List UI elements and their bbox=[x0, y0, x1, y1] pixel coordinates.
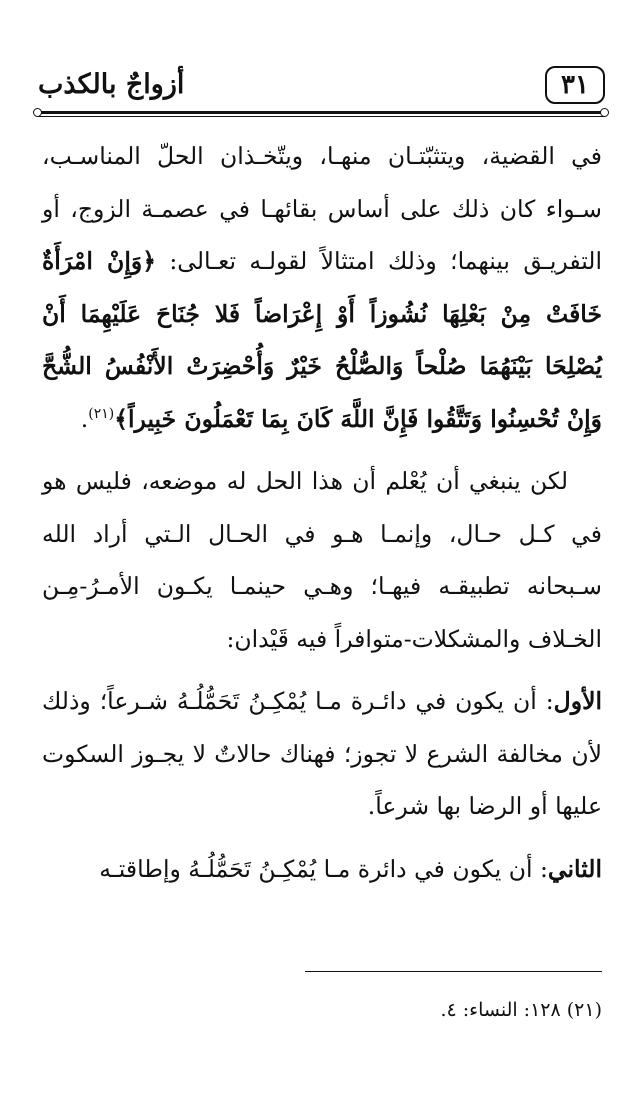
page-number: ٣١ bbox=[561, 70, 589, 100]
footnote: (٢١) ١٢٨: النساء: ٤. bbox=[440, 999, 602, 1021]
main-text bbox=[42, 130, 602, 895]
condition-first-text: : أن يكون في دائـرة مـا يُمْكِـنُ تَحَمُّلُـهُ شـرعاً؛ وذلك لأن مخالفة الشرع لا تجوز؛ فهناك حالاتٌ لا يجـوز السكوت عليها أو الرضا بها شرعاً. bbox=[42, 687, 602, 820]
condition-second-label: الثاني bbox=[547, 854, 602, 883]
running-title: أزواجٌ بالكذب bbox=[38, 69, 185, 100]
paragraph-1 bbox=[42, 130, 602, 445]
paragraph-2: لكن ينبغي أن يُعْلم أن هذا الحل له موضعه، فليس هو في كـل حـال، وإنمـا هـو في الحـال الـتي أراد الله سـبحانه تطبيقـه فيهـا؛ وهـي حينمـا يكـون الأمـرُ-مِـن الخـلاف والمشكلات-متوافراً فيه قَيْدان: bbox=[42, 467, 602, 653]
page-number-frame bbox=[545, 66, 605, 104]
condition-second-text: : أن يكون في دائرة مـا يُمْكِـنُ تَحَمُّلُـهُ وإطاقتـه bbox=[99, 854, 548, 883]
condition-second bbox=[42, 843, 602, 896]
rule-end-ornament-right bbox=[600, 108, 609, 117]
header-rule bbox=[38, 111, 605, 114]
condition-first-label: الأول bbox=[553, 687, 602, 715]
footnote-reference: (٢١) bbox=[88, 405, 115, 422]
paragraph-1-text: في القضية، ويتثبّتـان منهـا، ويتّخـذان الحلّ المناسـب، سـواء كان ذلك على أساس بقائهـا في عصمـة الزوج، أو التفريـق بينهما؛ وذلك امتثالاً لقولـه تعـالى: bbox=[42, 142, 602, 275]
condition-first bbox=[42, 675, 602, 833]
footnote-separator bbox=[305, 971, 602, 972]
paragraph-1-end: . bbox=[80, 404, 89, 433]
rule-end-ornament-left bbox=[33, 108, 42, 117]
quran-verse: ﴿وَإِنْ امْرَأَةٌ خَافَتْ مِنْ بَعْلِهَا نُشُوزاً أَوْ إِعْرَاضاً فَلا جُنَاحَ عَلَيْهِمَا أَنْ يُصْلِحَا بَيْنَهُمَا صُلْحاً وَالصُّلْحُ خَيْرٌ وَأُحْضِرَتْ الأَنْفُسُ الشُّحَّ وَإِنْ تُحْسِنُوا وَتَتَّقُوا فَإِنَّ اللَّهَ كَانَ بِمَا تَعْمَلُونَ خَبِيراً﴾ bbox=[42, 247, 602, 433]
page-header bbox=[38, 66, 605, 108]
header-rule-thin bbox=[38, 116, 605, 117]
